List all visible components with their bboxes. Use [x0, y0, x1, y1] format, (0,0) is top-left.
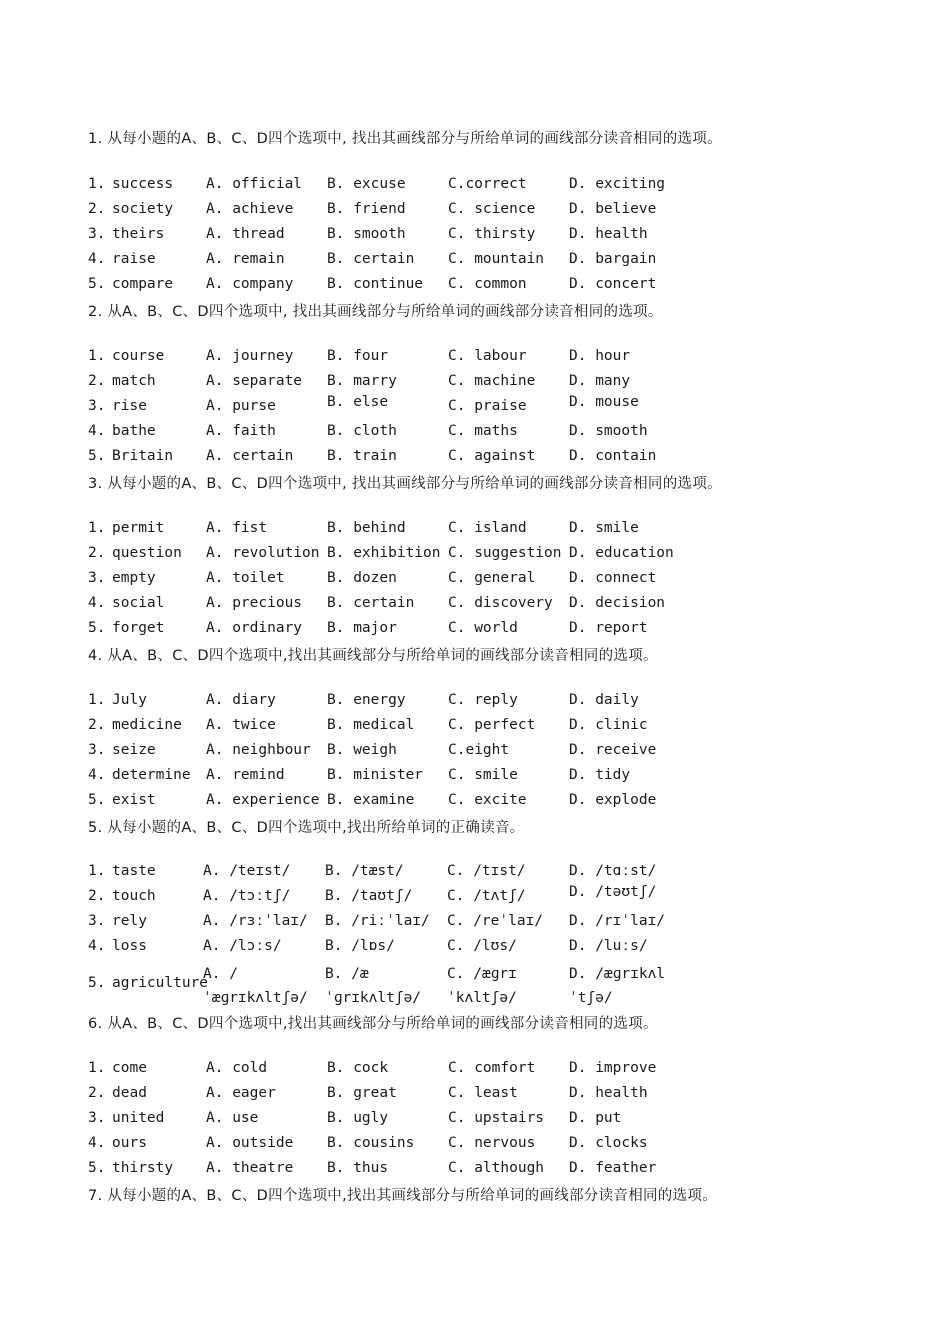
option-b: B. thus — [327, 1160, 389, 1176]
option-c: C. smile — [448, 767, 518, 783]
question-number: 2. — [88, 201, 106, 217]
question-word: exist — [112, 792, 156, 808]
option-c: C. praise — [448, 398, 527, 414]
option-d: D. mouse — [569, 394, 639, 410]
option-a: A. /tɔːtʃ/ — [203, 888, 291, 904]
option-b: B. smooth — [327, 226, 406, 242]
question-word: society — [112, 201, 174, 217]
option-a: A. twice — [206, 717, 276, 733]
option-c: C. although — [448, 1160, 545, 1176]
option-b: B. weigh — [327, 742, 397, 758]
question-number: 3. — [88, 398, 106, 414]
section-title: 4. 从A、B、C、D四个选项中,找出其画线部分与所给单词的画线部分读音相同的选项。 — [88, 648, 658, 664]
question-number: 2. — [88, 717, 106, 733]
option-c: C. reply — [448, 692, 518, 708]
option-d: D. clocks — [569, 1135, 648, 1151]
question-word: come — [112, 1060, 147, 1076]
question-number: 4. — [88, 938, 106, 954]
question-word: thirsty — [112, 1160, 174, 1176]
option-d: D. receive — [569, 742, 657, 758]
option-c: C. comfort — [448, 1060, 536, 1076]
option-b: B. continue — [327, 276, 424, 292]
option-d: D. explode — [569, 792, 657, 808]
option-b: B. /æ ˈɡrɪkʌltʃə/ — [325, 966, 422, 1006]
question-word: ours — [112, 1135, 147, 1151]
question-number: 4. — [88, 767, 106, 783]
option-d: D. health — [569, 226, 648, 242]
option-a: A. ordinary — [206, 620, 303, 636]
option-a: A. experience — [206, 792, 320, 808]
option-d: D. bargain — [569, 251, 657, 267]
question-number: 3. — [88, 1110, 106, 1126]
option-a: A. purse — [206, 398, 276, 414]
question-number: 4. — [88, 251, 106, 267]
option-c: C. excite — [448, 792, 527, 808]
question-word: social — [112, 595, 165, 611]
question-number: 3. — [88, 913, 106, 929]
option-a: A. toilet — [206, 570, 285, 586]
option-a: A. journey — [206, 348, 294, 364]
option-b: B. energy — [327, 692, 406, 708]
option-c: C. /tɪst/ — [447, 863, 526, 879]
question-word: determine — [112, 767, 191, 783]
option-b: B. examine — [327, 792, 415, 808]
question-number: 5. — [88, 620, 106, 636]
question-word: agriculture — [112, 975, 209, 991]
option-b: B. behind — [327, 520, 406, 536]
question-word: taste — [112, 863, 156, 879]
question-number: 5. — [88, 276, 106, 292]
question-number: 5. — [88, 792, 106, 808]
option-d: D. /təʊtʃ/ — [569, 884, 657, 900]
option-b: B. certain — [327, 251, 415, 267]
section-title: 3. 从每小题的A、B、C、D四个选项中, 找出其画线部分与所给单词的画线部分读音相同的选项。 — [88, 476, 722, 492]
option-b: B. marry — [327, 373, 397, 389]
question-number: 3. — [88, 570, 106, 586]
option-c: C. /lʊs/ — [447, 938, 517, 954]
option-d: D. /luːs/ — [569, 938, 648, 954]
question-number: 5. — [88, 975, 106, 991]
option-d: D. believe — [569, 201, 657, 217]
option-d: D. improve — [569, 1060, 657, 1076]
option-a: A. certain — [206, 448, 294, 464]
option-c: C. suggestion — [448, 545, 562, 561]
option-a: A. /teɪst/ — [203, 863, 291, 879]
option-c: C. least — [448, 1085, 518, 1101]
question-number: 1. — [88, 1060, 106, 1076]
option-d: D. contain — [569, 448, 657, 464]
option-a: A. diary — [206, 692, 276, 708]
question-number: 1. — [88, 520, 106, 536]
question-word: course — [112, 348, 165, 364]
option-d: D. connect — [569, 570, 657, 586]
option-a: A. outside — [206, 1135, 294, 1151]
option-b: B. four — [327, 348, 389, 364]
question-number: 4. — [88, 1135, 106, 1151]
option-a: A. eager — [206, 1085, 276, 1101]
question-word: empty — [112, 570, 156, 586]
question-word: touch — [112, 888, 156, 904]
option-a: A. use — [206, 1110, 259, 1126]
option-a: A. achieve — [206, 201, 294, 217]
option-b: B. exhibition — [327, 545, 441, 561]
option-b: B. /tæst/ — [325, 863, 404, 879]
question-word: raise — [112, 251, 156, 267]
option-d: D. many — [569, 373, 631, 389]
question-number: 1. — [88, 863, 106, 879]
option-d: D. /æɡrɪkʌl ˈtʃə/ — [569, 966, 666, 1006]
option-d: D. /tɑːst/ — [569, 863, 657, 879]
option-b: B. cloth — [327, 423, 397, 439]
section-title: 2. 从A、B、C、D四个选项中, 找出其画线部分与所给单词的画线部分读音相同的选项。 — [88, 304, 663, 320]
question-number: 2. — [88, 545, 106, 561]
option-c: C. common — [448, 276, 527, 292]
option-a: A. remind — [206, 767, 285, 783]
option-d: D. health — [569, 1085, 648, 1101]
option-b: B. dozen — [327, 570, 397, 586]
question-word: bathe — [112, 423, 156, 439]
option-a: A. /lɔːs/ — [203, 938, 282, 954]
option-a: A. fist — [206, 520, 268, 536]
option-d: D. education — [569, 545, 674, 561]
option-b: B. major — [327, 620, 397, 636]
section-title: 1. 从每小题的A、B、C、D四个选项中, 找出其画线部分与所给单词的画线部分读音相同的选项。 — [88, 131, 722, 147]
option-b: B. certain — [327, 595, 415, 611]
option-b: B. /lɒs/ — [325, 938, 395, 954]
option-c: C. /reˈlaɪ/ — [447, 913, 544, 929]
question-word: forget — [112, 620, 165, 636]
question-word: loss — [112, 938, 147, 954]
section-title: 6. 从A、B、C、D四个选项中,找出其画线部分与所给单词的画线部分读音相同的选项。 — [88, 1016, 658, 1032]
option-d: D. hour — [569, 348, 631, 364]
option-a: A. / ˈæɡrɪkʌltʃə/ — [203, 966, 308, 1006]
option-a: A. theatre — [206, 1160, 294, 1176]
option-d: D. report — [569, 620, 648, 636]
option-a: A. faith — [206, 423, 276, 439]
option-c: C. upstairs — [448, 1110, 545, 1126]
question-word: theirs — [112, 226, 165, 242]
question-number: 2. — [88, 373, 106, 389]
option-b: B. /taʊtʃ/ — [325, 888, 413, 904]
section-title: 5. 从每小题的A、B、C、D四个选项中,找出所给单词的正确读音。 — [88, 820, 525, 836]
option-a: A. neighbour — [206, 742, 311, 758]
option-d: D. decision — [569, 595, 666, 611]
question-word: dead — [112, 1085, 147, 1101]
question-number: 4. — [88, 423, 106, 439]
option-b: B. cock — [327, 1060, 389, 1076]
option-c: C. /æɡrɪ ˈkʌltʃə/ — [447, 966, 517, 1006]
option-c: C.correct — [448, 176, 527, 192]
question-word: rise — [112, 398, 147, 414]
question-number: 2. — [88, 1085, 106, 1101]
question-word: permit — [112, 520, 165, 536]
option-b: B. /riːˈlaɪ/ — [325, 913, 430, 929]
option-a: A. /rɜːˈlaɪ/ — [203, 913, 308, 929]
option-c: C. thirsty — [448, 226, 536, 242]
option-a: A. cold — [206, 1060, 268, 1076]
option-a: A. official — [206, 176, 303, 192]
question-word: seize — [112, 742, 156, 758]
question-word: Britain — [112, 448, 174, 464]
option-c: C. /tʌtʃ/ — [447, 888, 526, 904]
question-number: 1. — [88, 176, 106, 192]
question-number: 1. — [88, 348, 106, 364]
option-b: B. minister — [327, 767, 424, 783]
option-d: D. feather — [569, 1160, 657, 1176]
question-word: success — [112, 176, 174, 192]
question-word: match — [112, 373, 156, 389]
option-b: B. medical — [327, 717, 415, 733]
question-word: compare — [112, 276, 174, 292]
option-a: A. remain — [206, 251, 285, 267]
option-b: B. train — [327, 448, 397, 464]
option-b: B. excuse — [327, 176, 406, 192]
option-c: C. nervous — [448, 1135, 536, 1151]
option-c: C.eight — [448, 742, 510, 758]
option-d: D. /rɪˈlaɪ/ — [569, 913, 666, 929]
option-c: C. against — [448, 448, 536, 464]
option-c: C. world — [448, 620, 518, 636]
option-c: C. machine — [448, 373, 536, 389]
option-a: A. thread — [206, 226, 285, 242]
question-word: medicine — [112, 717, 182, 733]
option-c: C. general — [448, 570, 536, 586]
option-b: B. ugly — [327, 1110, 389, 1126]
option-c: C. island — [448, 520, 527, 536]
option-d: D. smile — [569, 520, 639, 536]
option-d: D. put — [569, 1110, 622, 1126]
option-a: A. separate — [206, 373, 303, 389]
option-b: B. cousins — [327, 1135, 415, 1151]
question-word: rely — [112, 913, 147, 929]
option-d: D. exciting — [569, 176, 666, 192]
question-number: 1. — [88, 692, 106, 708]
option-b: B. great — [327, 1085, 397, 1101]
option-d: D. tidy — [569, 767, 631, 783]
option-a: A. precious — [206, 595, 303, 611]
option-c: C. labour — [448, 348, 527, 364]
option-d: D. concert — [569, 276, 657, 292]
question-word: united — [112, 1110, 165, 1126]
option-c: C. perfect — [448, 717, 536, 733]
question-word: question — [112, 545, 182, 561]
question-number: 5. — [88, 448, 106, 464]
question-number: 2. — [88, 888, 106, 904]
option-b: B. friend — [327, 201, 406, 217]
option-c: C. discovery — [448, 595, 553, 611]
option-a: A. revolution — [206, 545, 320, 561]
option-c: C. science — [448, 201, 536, 217]
option-d: D. daily — [569, 692, 639, 708]
option-d: D. clinic — [569, 717, 648, 733]
option-b: B. else — [327, 394, 389, 410]
question-word: July — [112, 692, 147, 708]
question-number: 5. — [88, 1160, 106, 1176]
option-d: D. smooth — [569, 423, 648, 439]
question-number: 3. — [88, 742, 106, 758]
option-c: C. maths — [448, 423, 518, 439]
option-c: C. mountain — [448, 251, 545, 267]
question-number: 4. — [88, 595, 106, 611]
question-number: 3. — [88, 226, 106, 242]
section-title: 7. 从每小题的A、B、C、D四个选项中,找出其画线部分与所给单词的画线部分读音相同的选项。 — [88, 1188, 718, 1204]
option-a: A. company — [206, 276, 294, 292]
